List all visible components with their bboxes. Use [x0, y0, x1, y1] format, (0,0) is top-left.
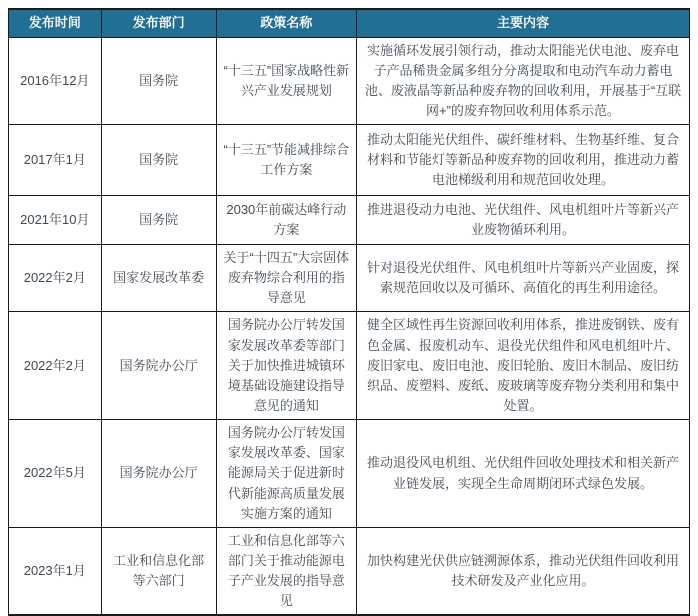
cell-content: 健全区域性再生资源回收利用体系，推进废钢铁、废有色金属、报废机动车、退役光伏组件和风电机组叶片、废旧家电、废旧电池、废旧轮胎、废旧木制品、废旧纺织品、废塑料、废纸、废玻璃等废弃物分类利用和集中处置。	[356, 312, 689, 420]
cell-policy: 国务院办公厅转发国家发展改革委等部门关于加快推进城镇环境基础设施建设指导意见的通知	[216, 312, 356, 420]
cell-dept: 国务院	[101, 196, 216, 245]
cell-policy: 关于“十四五”大宗固体废弃物综合利用的指导意见	[216, 245, 356, 312]
cell-dept: 国务院	[101, 125, 216, 196]
col-header-publish-dept: 发布部门	[101, 9, 216, 37]
table-body	[9, 37, 690, 615]
cell-date: 2023年1月	[9, 527, 102, 615]
table-row	[9, 245, 690, 312]
cell-date: 2022年2月	[9, 245, 102, 312]
cell-policy: “十三五”节能减排综合工作方案	[216, 125, 356, 196]
col-header-policy-name: 政策名称	[216, 9, 356, 37]
cell-dept: 国家发展改革委	[101, 245, 216, 312]
policy-table	[8, 8, 690, 616]
cell-content: 推动退役风电机组、光伏组件回收处理技术和相关新产业链发展，实现全生命周期闭环式绿色发展。	[356, 420, 689, 528]
table-row	[9, 312, 690, 420]
cell-policy: “十三五”国家战略性新兴产业发展规划	[216, 37, 356, 125]
table-row	[9, 527, 690, 615]
cell-dept: 工业和信息化部等六部门	[101, 527, 216, 615]
cell-date: 2017年1月	[9, 125, 102, 196]
cell-date: 2022年2月	[9, 312, 102, 420]
cell-content: 加快构建光伏供应链溯源体系，推动光伏组件回收利用技术研发及产业化应用。	[356, 527, 689, 615]
table-row	[9, 196, 690, 245]
cell-date: 2016年12月	[9, 37, 102, 125]
cell-policy: 国务院办公厅转发国家发展改革委、国家能源局关于促进新时代新能源高质量发展实施方案的通知	[216, 420, 356, 528]
col-header-publish-date: 发布时间	[9, 9, 102, 37]
table-header-row	[9, 9, 690, 37]
cell-dept: 国务院办公厅	[101, 420, 216, 528]
cell-date: 2021年10月	[9, 196, 102, 245]
cell-dept: 国务院办公厅	[101, 312, 216, 420]
cell-policy: 2030年前碳达峰行动方案	[216, 196, 356, 245]
cell-policy: 工业和信息化部等六部门关于推动能源电子产业发展的指导意见	[216, 527, 356, 615]
cell-content: 推进退役动力电池、光伏组件、风电机组叶片等新兴产业废物循环利用。	[356, 196, 689, 245]
col-header-main-content: 主要内容	[356, 9, 689, 37]
cell-dept: 国务院	[101, 37, 216, 125]
cell-content: 推动太阳能光伏组件、碳纤维材料、生物基纤维、复合材料和节能灯等新品种废弃物的回收利用，推进动力蓄电池梯级利用和规范回收处理。	[356, 125, 689, 196]
cell-date: 2022年5月	[9, 420, 102, 528]
table-row	[9, 420, 690, 528]
cell-content: 实施循环发展引领行动，推动太阳能光伏电池、废弃电子产品稀贵金属多组分分离提取和电动汽车动力蓄电池、废液晶等新品种废弃物的回收利用，开展基于“互联网+”的废弃物回收利用体系示范。	[356, 37, 689, 125]
table-row	[9, 125, 690, 196]
cell-content: 针对退役光伏组件、风电机组叶片等新兴产业固废，探索规范回收以及可循环、高值化的再生利用途径。	[356, 245, 689, 312]
table-row	[9, 37, 690, 125]
